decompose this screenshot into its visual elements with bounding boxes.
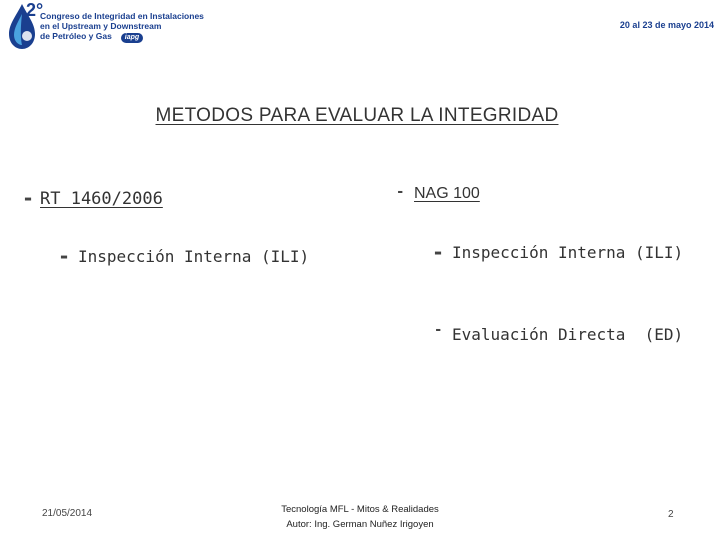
- congress-name-line-3: de Petróleo y Gas: [40, 31, 112, 41]
- congress-name-line-1: Congreso de Integridad en Instalaciones: [40, 11, 204, 21]
- footer-presentation-title: Tecnología MFL - Mitos & Realidades: [281, 504, 439, 515]
- left-heading-bullet: -: [22, 186, 35, 210]
- right-item-ili: Inspección Interna (ILI): [452, 243, 684, 262]
- right-heading-bullet: -: [396, 184, 405, 200]
- left-item-bullet: -: [58, 244, 71, 268]
- iapg-badge: iapg: [121, 33, 143, 43]
- footer-date: 21/05/2014: [42, 508, 93, 519]
- right-item-ed: Evaluación Directa (ED): [452, 325, 684, 344]
- page-number: 2: [668, 509, 674, 520]
- congress-edition-number: 2°: [26, 0, 44, 20]
- slide-title: [0, 105, 714, 127]
- right-column-heading: NAG 100: [414, 185, 480, 202]
- slide-title-text: METODOS PARA EVALUAR LA INTEGRIDAD: [155, 105, 559, 126]
- event-dates: 20 al 23 de mayo 2014: [619, 20, 714, 30]
- footer-author: Autor: Ing. German Nuñez Irigoyen: [286, 519, 434, 530]
- congress-name-line-2: en el Upstream y Downstream: [40, 21, 162, 31]
- left-column-heading: RT 1460/2006: [40, 189, 163, 209]
- right-item-bullet-2: -: [434, 322, 443, 338]
- left-item-ili: Inspección Interna (ILI): [78, 247, 310, 266]
- footer-credits: [250, 502, 470, 532]
- right-item-bullet-1: -: [432, 240, 445, 264]
